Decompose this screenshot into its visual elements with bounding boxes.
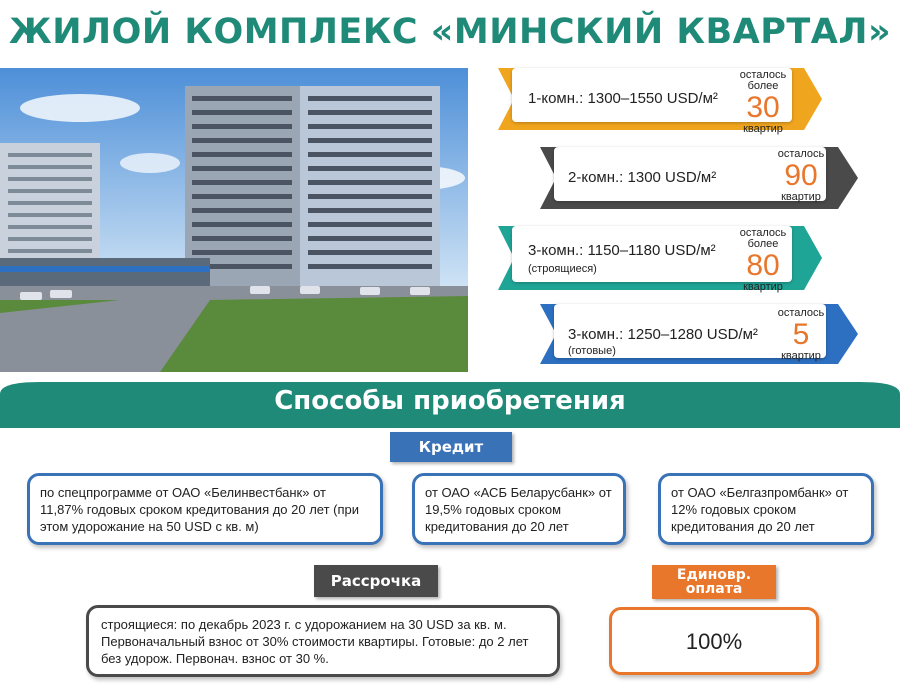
remain-badge: осталось более 30 квартир [728, 70, 798, 135]
offer-label: 1-комн.: 1300–1550 USD/м² [528, 90, 718, 107]
remain-count: 5 [792, 318, 810, 351]
credit-box-belarusbank: от ОАО «АСБ Беларусбанк» от 19,5% годовых сроком кредитования до 20 лет [412, 473, 626, 545]
offer-label: 2-комн.: 1300 USD/м² [568, 169, 717, 186]
offer-note: (строящиеся) [528, 263, 597, 275]
credit-box-belinvestbank: по спецпрограмме от ОАО «Белинвестбанк» от 11,87% годовых сроком кредитования до 20 лет (при этом удорожание на 50 USD с кв. м) [27, 473, 383, 545]
remain-count: 90 [784, 159, 818, 192]
lump-sum-tag: Единовр. оплата [652, 565, 776, 599]
installment-box: строящиеся: по декабрь 2023 г. с удорожанием на 30 USD за кв. м. Первоначальный взнос от 30% стоимости квартиры. Готовые: до 2 лет без удорож. Первонач. взнос от 30 %. [86, 605, 560, 677]
offer-row-3 [498, 222, 828, 294]
page-title: ЖИЛОЙ КОМПЛЕКС «МИНСКИЙ КВАРТАЛ» [8, 12, 892, 52]
installment-tag: Рассрочка [314, 565, 438, 597]
remain-count: 80 [746, 249, 780, 282]
offer-label: 3-комн.: 1250–1280 USD/м² [568, 326, 758, 343]
offer-label: 3-комн.: 1150–1180 USD/м² [528, 242, 716, 259]
remain-count: 30 [746, 91, 780, 124]
offer-row-4 [540, 300, 862, 368]
section-title: Способы приобретения [274, 386, 626, 416]
remain-badge: осталось 5 квартир [766, 308, 836, 362]
credit-tag: Кредит [390, 432, 512, 462]
offer-note: (готовые) [568, 345, 616, 357]
lump-sum-box: 100% [609, 607, 819, 675]
offer-row-1 [498, 64, 828, 134]
building-photo [0, 68, 468, 372]
credit-box-belgazprombank: от ОАО «Белгазпромбанк» от 12% годовых сроком кредитования до 20 лет [658, 473, 874, 545]
offer-row-2 [540, 143, 862, 213]
remain-badge: осталось 90 квартир [766, 149, 836, 203]
remain-badge: осталось более 80 квартир [728, 228, 798, 293]
